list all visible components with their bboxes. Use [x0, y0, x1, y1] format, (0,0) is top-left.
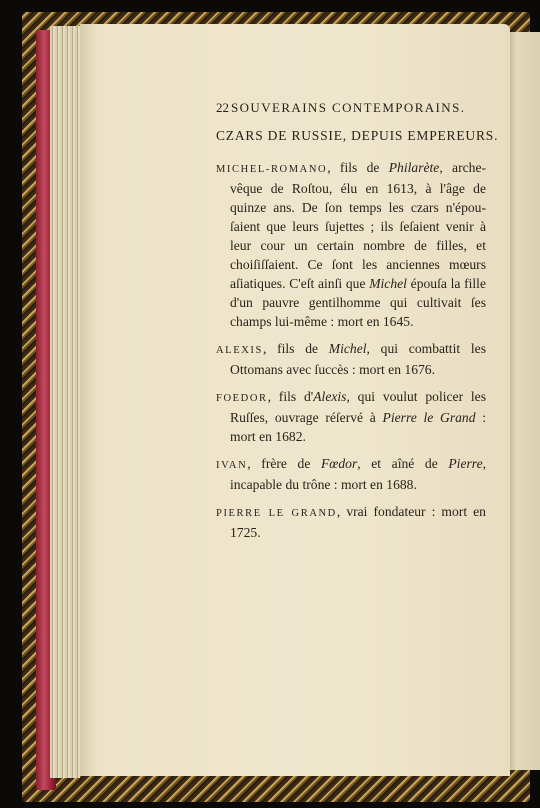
entry-italic: Michel [328, 341, 367, 356]
running-head-title: SOUVERAINS CONTEMPORAINS. [231, 100, 466, 115]
entry-text: , vrai fondateur : mort en 1725. [230, 504, 486, 540]
entry-name: ALEXIS [216, 345, 263, 356]
page-stack [50, 26, 80, 778]
entry-italic: Alexis [313, 389, 347, 404]
entry-pierre-le-grand [216, 502, 486, 542]
section-title: CZARS DE RUSSIE, DEPUIS EMPEREURS. [216, 128, 499, 143]
page-number: 22 [216, 100, 229, 115]
entry-text: , fils de [262, 341, 329, 356]
entry-foedor [216, 387, 486, 446]
entry-text: , qui combattit les Ottomans avec ſuccès : mort en 1676. [230, 341, 486, 377]
entry-italic: Philarète [388, 160, 440, 175]
entry-alexis [216, 339, 486, 379]
entry-text: , et aîné de [357, 456, 449, 471]
entry-text: : mort en 1682. [230, 410, 487, 444]
entry-text: , qui voulut policer les Ruſſes, ouvrage réſervé à [230, 389, 487, 425]
running-head [216, 100, 486, 116]
show-through-text [228, 482, 468, 498]
entry-text: , arche-vêque de Roſtou, élu en 1613, à l'âge de quinze ans. De ſon temps les czars n'épou-ſaient que leurs ſujettes ; ils ſeſaient venir à leur cour un certain nombre de filles, et choiſiſſaient. Ce ſont les anciennes mœurs aſiatiques. C'eſt ainſi que [230, 160, 487, 291]
entry-name: FOEDOR [216, 393, 268, 404]
entry-text: , fils d' [267, 389, 314, 404]
entry-italic: Pierre le Grand [382, 410, 476, 425]
entry-name: PIERRE LE GRAND [216, 508, 337, 519]
entry-name: MICHEL-ROMANO [216, 164, 328, 175]
entry-italic: Pierre [448, 456, 483, 471]
entry-text: épouſa la fille d'un pauvre gentilhomme qui cultivait ſes champs lui-même : mort en 1645. [230, 276, 486, 329]
entry-italic: Fœdor [321, 456, 358, 471]
entry-italic: Michel [369, 276, 407, 291]
entry-text: , fils de [327, 160, 389, 175]
facing-page-edge [506, 32, 540, 770]
entry-name: IVAN [216, 460, 248, 471]
entry-text: , frère de [247, 456, 321, 471]
entry-michel-romano [216, 158, 486, 331]
entry-text: , incapable du trône : mort en 1688. [230, 456, 487, 492]
